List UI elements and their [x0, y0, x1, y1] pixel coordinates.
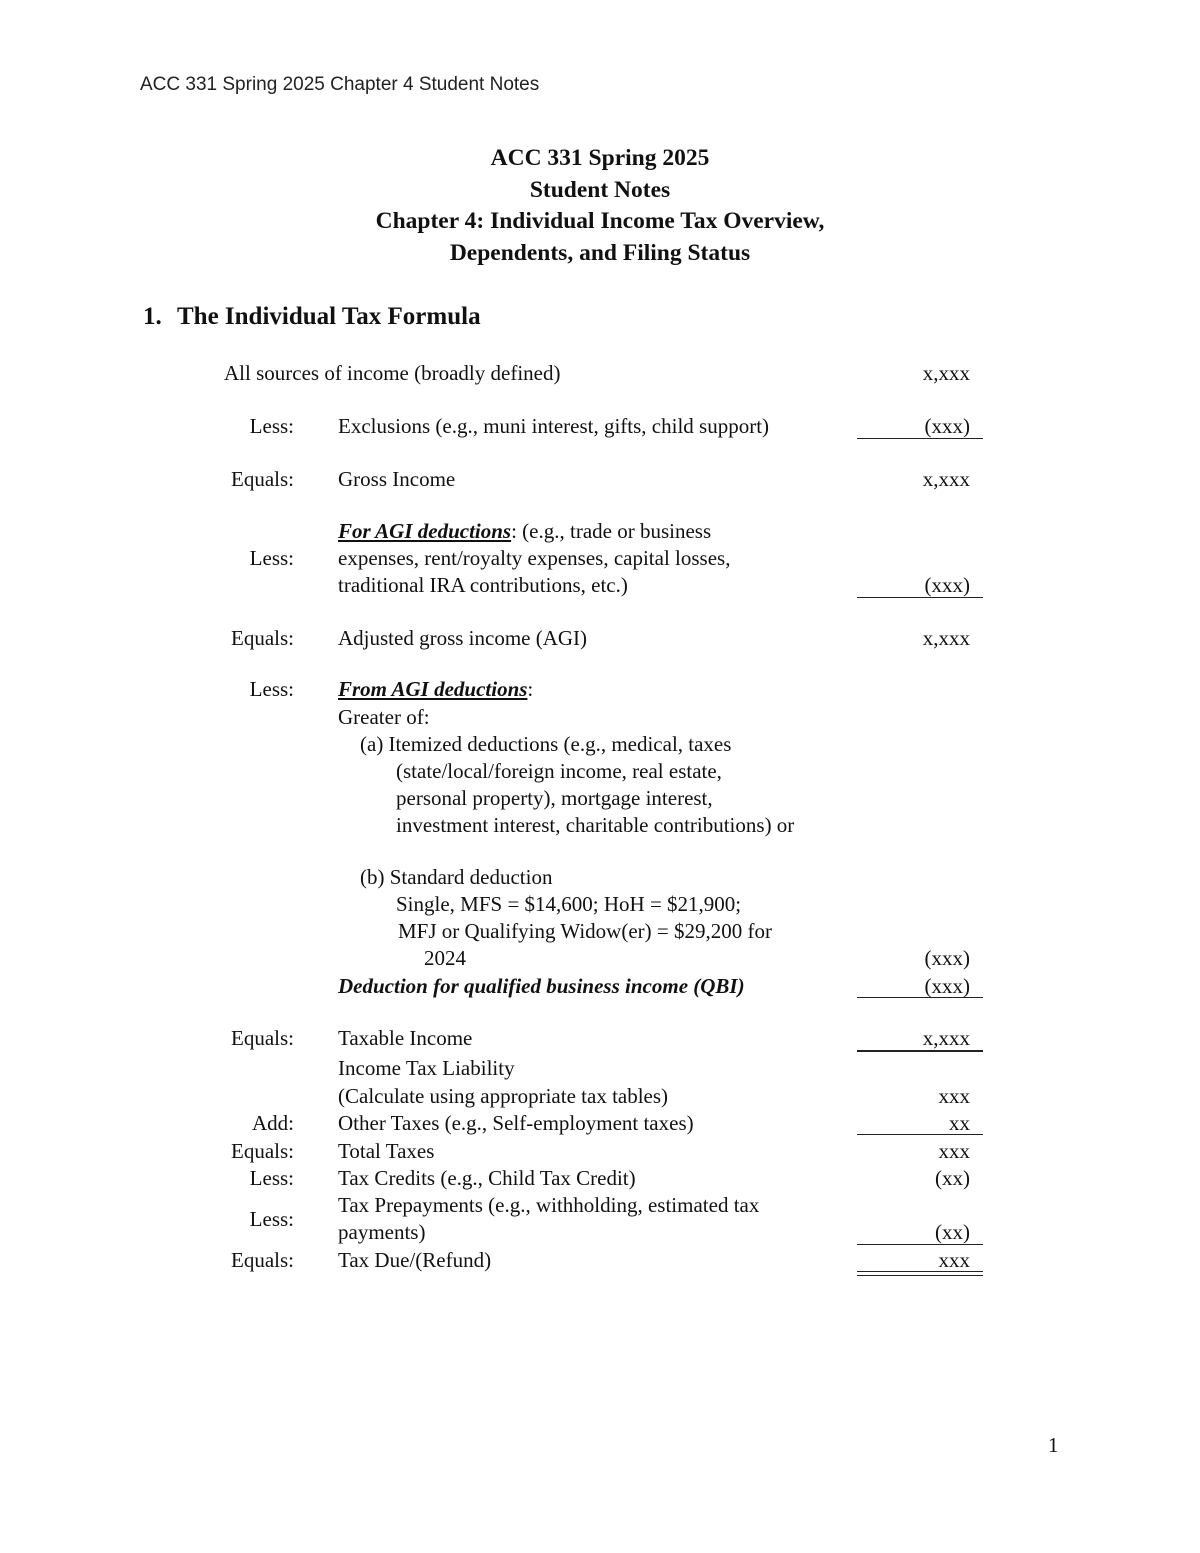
row-for-agi-value: (xxx) — [924, 573, 970, 597]
row-taxable-income-value: x,xxx — [922, 1026, 970, 1050]
row-prepayments-line2: payments) — [338, 1220, 426, 1244]
row-total-taxes-text: Total Taxes — [338, 1139, 435, 1163]
for-agi-title: For AGI deductions — [338, 519, 512, 543]
row-credits-value: (xx) — [935, 1166, 970, 1190]
itemized-line3: personal property), mortgage interest, — [396, 786, 713, 810]
row-total-taxes-value: xxx — [938, 1139, 970, 1163]
row-for-agi-line3: traditional IRA contributions, etc.) — [338, 573, 628, 597]
subtotal-rule — [857, 1134, 983, 1135]
row-other-taxes-label: Add: — [252, 1111, 294, 1135]
row-liability-value: xxx — [938, 1084, 970, 1108]
itemized-line1: (a) Itemized deductions (e.g., medical, taxes — [360, 732, 732, 756]
row-liability-line2: (Calculate using appropriate tax tables) — [338, 1084, 669, 1108]
row-due-label: Equals: — [231, 1248, 294, 1272]
standard-line2: Single, MFS = $14,600; HoH = $21,900; — [396, 892, 742, 916]
row-for-agi-label: Less: — [249, 546, 294, 570]
running-header: ACC 331 Spring 2025 Chapter 4 Student Notes — [140, 74, 540, 95]
row-total-taxes-label: Equals: — [231, 1139, 294, 1163]
section-number: 1. — [143, 303, 162, 330]
row-liability-line1: Income Tax Liability — [338, 1056, 515, 1080]
doc-title-course: ACC 331 Spring 2025 — [490, 145, 710, 171]
row-qbi-value: (xxx) — [924, 974, 970, 998]
doc-title-subtitle: Dependents, and Filing Status — [449, 240, 751, 266]
row-agi-text: Adjusted gross income (AGI) — [338, 626, 588, 650]
row-credits-label: Less: — [249, 1166, 294, 1190]
itemized-line2: (state/local/foreign income, real estate, — [396, 759, 722, 783]
row-agi-value: x,xxx — [922, 626, 970, 650]
subtotal-rule — [857, 997, 983, 998]
row-gross-income-value: x,xxx — [922, 467, 970, 491]
row-from-agi-value: (xxx) — [924, 946, 970, 970]
row-exclusions-value: (xxx) — [924, 414, 970, 438]
standard-line1: (b) Standard deduction — [360, 865, 553, 889]
page-number: 1 — [1048, 1433, 1059, 1457]
subtotal-rule — [857, 1244, 983, 1245]
row-taxable-income-label: Equals: — [231, 1026, 294, 1050]
row-prepayments-label: Less: — [249, 1207, 294, 1231]
row-prepayments-line1: Tax Prepayments (e.g., withholding, estimated tax — [338, 1193, 760, 1217]
for-agi-line1-rest: : (e.g., trade or business — [511, 519, 712, 543]
row-from-agi-title-line — [338, 676, 533, 702]
row-exclusions-text: Exclusions (e.g., muni interest, gifts, child support) — [338, 414, 770, 438]
subtotal-rule — [857, 438, 983, 439]
doc-title-chapter: Chapter 4: Individual Income Tax Overview, — [375, 208, 825, 234]
row-for-agi-line2: expenses, rent/royalty expenses, capital losses, — [338, 546, 731, 570]
row-qbi-text: Deduction for qualified business income (QBI) — [338, 974, 745, 998]
row-other-taxes-value: xx — [949, 1111, 970, 1135]
row-due-text: Tax Due/(Refund) — [338, 1248, 492, 1272]
row-gross-income-label: Equals: — [231, 467, 294, 491]
standard-line3: MFJ or Qualifying Widow(er) = $29,200 for — [398, 919, 772, 943]
row-gross-income-text: Gross Income — [338, 467, 456, 491]
itemized-line4: investment interest, charitable contributions) or — [396, 813, 795, 837]
row-for-agi-line1 — [338, 518, 711, 544]
subtotal-rule — [857, 1050, 983, 1052]
from-agi-colon: : — [527, 677, 534, 701]
standard-line4: 2024 — [424, 946, 466, 970]
row-prepayments-value: (xx) — [935, 1220, 970, 1244]
row-exclusions-label: Less: — [249, 414, 294, 438]
section-heading — [143, 303, 481, 331]
row-all-sources-text: All sources of income (broadly defined) — [224, 361, 561, 385]
row-all-sources-value: x,xxx — [922, 361, 970, 385]
doc-title-notes: Student Notes — [529, 177, 671, 203]
section-title: The Individual Tax Formula — [177, 303, 481, 330]
row-due-value: xxx — [938, 1248, 970, 1272]
subtotal-rule — [857, 597, 983, 598]
row-from-agi-label: Less: — [249, 677, 294, 701]
row-taxable-income-text: Taxable Income — [338, 1026, 473, 1050]
row-other-taxes-text: Other Taxes (e.g., Self-employment taxes) — [338, 1111, 694, 1135]
total-double-rule — [857, 1271, 983, 1276]
row-agi-label: Equals: — [231, 626, 294, 650]
from-agi-greater-of: Greater of: — [338, 705, 430, 729]
row-credits-text: Tax Credits (e.g., Child Tax Credit) — [338, 1166, 636, 1190]
from-agi-title: From AGI deductions — [338, 677, 528, 701]
